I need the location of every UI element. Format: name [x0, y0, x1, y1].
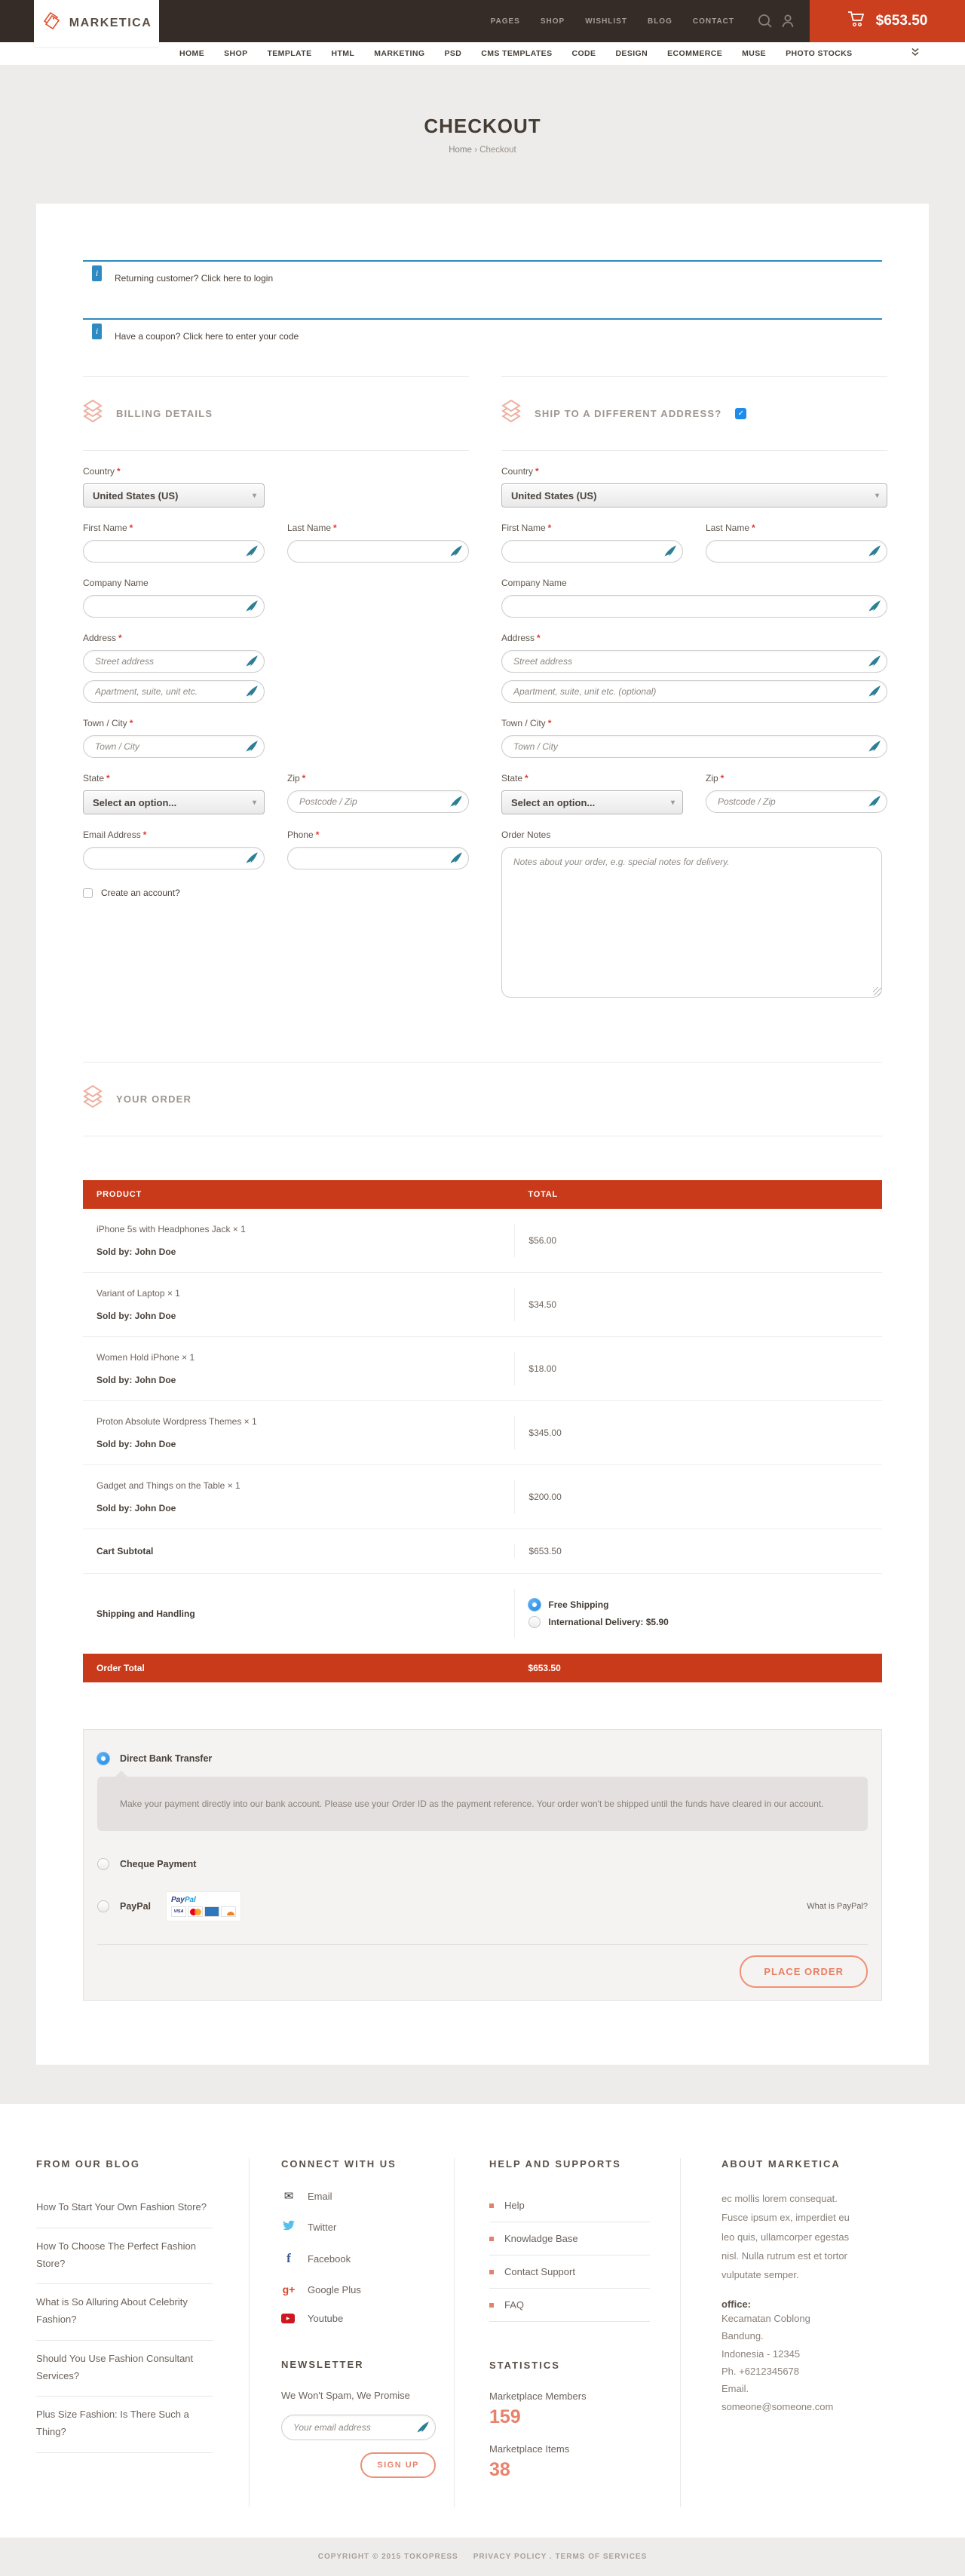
shipping-section-header — [501, 376, 887, 451]
shipping-label: Shipping and Handling — [96, 1608, 195, 1619]
chevron-down-icon: ▾ — [670, 798, 675, 807]
square-bullet-icon — [489, 2203, 494, 2208]
help-link[interactable]: Help — [489, 2189, 650, 2222]
brand-logo[interactable] — [34, 0, 159, 47]
shipping-address-label: Address * — [501, 633, 541, 643]
shipping-state-label: State * — [501, 773, 528, 784]
mastercard-icon — [188, 1906, 203, 1917]
payment-footer — [97, 1944, 868, 2000]
address-line: Email. someone@someone.com — [721, 2383, 834, 2412]
your-order-heading: YOUR ORDER — [116, 1093, 192, 1105]
billing-company-input[interactable] — [83, 595, 265, 618]
product-name: Variant of Laptop × 1 — [96, 1288, 180, 1299]
product-sold-by: Sold by: John Doe — [96, 1375, 176, 1385]
product-name: Women Hold iPhone × 1 — [96, 1352, 195, 1363]
billing-phone-label: Phone * — [287, 830, 320, 840]
main-nav-item[interactable]: CODE — [571, 49, 596, 58]
terms-link[interactable]: TERMS OF SERVICES — [555, 2553, 648, 2561]
billing-zip-input[interactable] — [287, 790, 469, 813]
shipping-first-name-label: First Name * — [501, 523, 552, 533]
shipping-town-label: Town / City * — [501, 718, 552, 728]
square-bullet-icon — [489, 2270, 494, 2274]
billing-state-label: State * — [83, 773, 110, 784]
square-bullet-icon — [489, 2237, 494, 2241]
newsletter-tagline: We Won't Spam, We Promise — [281, 2390, 410, 2401]
order-total-value: $653.50 — [528, 1663, 561, 1673]
address-line: Bandung. — [721, 2330, 764, 2342]
info-icon: i — [92, 265, 102, 281]
facebook-social-link[interactable]: f Facebook — [281, 2251, 436, 2266]
billing-street-input[interactable] — [83, 650, 265, 673]
link-separator: . — [549, 2553, 553, 2561]
product-sold-by: Sold by: John Doe — [96, 1311, 176, 1321]
checkout-card — [36, 204, 929, 2065]
main-nav-item[interactable]: HTML — [331, 49, 355, 58]
connect-heading: CONNECT WITH US — [281, 2158, 397, 2170]
youtube-icon: ▶ — [281, 2314, 296, 2323]
order-row — [83, 1465, 882, 1529]
product-total: $200.00 — [528, 1492, 562, 1502]
product-name: Proton Absolute Wordpress Themes × 1 — [96, 1416, 257, 1427]
breadcrumb — [0, 146, 965, 155]
top-nav-item[interactable]: PAGES — [490, 17, 520, 26]
shipping-column — [501, 376, 887, 1001]
shipping-zip-label: Zip * — [706, 773, 725, 784]
help-heading: HELP AND SUPPORTS — [489, 2158, 621, 2170]
product-sold-by: Sold by: John Doe — [96, 1503, 176, 1513]
login-link[interactable]: Click here to login — [201, 273, 274, 284]
stacked-diamonds-icon — [83, 1085, 103, 1113]
shipping-country-label: Country * — [501, 466, 539, 477]
order-table-header — [83, 1180, 882, 1209]
billing-town-label: Town / City * — [83, 718, 133, 728]
shipping-apartment-input[interactable] — [501, 680, 887, 703]
billing-phone-input[interactable] — [287, 847, 469, 869]
create-account-checkbox[interactable] — [83, 888, 93, 898]
create-account-label: Create an account? — [101, 888, 180, 898]
address-line: Ph. +6212345678 — [721, 2365, 800, 2377]
main-nav-item[interactable]: DESIGN — [615, 49, 648, 58]
blog-post-list — [36, 2189, 213, 2453]
bank-transfer-option — [97, 1753, 868, 1765]
blog-post-link[interactable]: What is So Alluring About Celebrity Fashion? — [36, 2284, 213, 2341]
brand-name: MARKETICA — [69, 17, 152, 29]
order-row — [83, 1401, 882, 1465]
paypal-option — [97, 1891, 868, 1921]
payment-methods-box — [83, 1729, 882, 2001]
returning-customer-notice — [83, 260, 882, 285]
statistic-value: 38 — [489, 2459, 510, 2480]
paypal-label: PayPal — [120, 1901, 152, 1912]
main-nav-item[interactable]: SHOP — [224, 49, 248, 58]
subtotal-row — [83, 1529, 882, 1574]
main-nav-item[interactable]: HOME — [179, 49, 205, 58]
amex-card-icon — [204, 1906, 219, 1917]
billing-last-name-label: Last Name * — [287, 523, 337, 533]
twitter-icon — [281, 2220, 296, 2234]
address-line: Kecamatan Coblong — [721, 2312, 810, 2324]
email-social-link[interactable]: ✉ Email — [281, 2189, 436, 2203]
billing-zip-label: Zip * — [287, 773, 306, 784]
shipping-option-label: International Delivery: $5.90 — [548, 1617, 669, 1627]
statistics-heading: STATISTICS — [489, 2360, 560, 2371]
shipping-town-input[interactable] — [501, 735, 887, 758]
your-order-section-header — [83, 1062, 882, 1136]
subtotal-label: Cart Subtotal — [96, 1546, 154, 1556]
email-icon: ✉ — [283, 2190, 294, 2203]
order-row — [83, 1337, 882, 1401]
billing-email-input[interactable] — [83, 847, 265, 869]
payment-cards-image — [166, 1891, 241, 1921]
info-icon: i — [92, 324, 102, 339]
billing-town-input[interactable] — [83, 735, 265, 758]
product-total: $34.50 — [528, 1299, 557, 1310]
coupon-notice — [83, 318, 882, 343]
product-name: Gadget and Things on the Table × 1 — [96, 1480, 240, 1491]
about-heading: ABOUT MARKETICA — [721, 2158, 841, 2170]
order-notes-label: Order Notes — [501, 830, 551, 840]
billing-country-label: Country * — [83, 466, 121, 477]
product-total: $345.00 — [528, 1428, 562, 1438]
footer-blog-column — [0, 2158, 249, 2507]
cheque-label: Cheque Payment — [120, 1859, 197, 1869]
blog-heading: FROM OUR BLOG — [36, 2158, 140, 2170]
footer-help-column — [454, 2158, 680, 2507]
top-header-bar — [0, 0, 965, 42]
shipping-option — [528, 1616, 882, 1628]
cart-button[interactable] — [810, 0, 965, 42]
order-table — [83, 1180, 882, 1682]
billing-last-name-input[interactable] — [287, 540, 469, 563]
copyright-text: COPYRIGHT © 2015 TOKOPRESS — [317, 2553, 458, 2561]
cart-total: $653.50 — [875, 13, 928, 29]
shipping-row — [83, 1574, 882, 1654]
signup-button[interactable]: SIGN UP — [360, 2452, 436, 2478]
about-text: ec mollis lorem consequat. Fusce ipsum ex, imperdiet eu leo quis, ullamcorper egestas nisl. Nulla rutrum est et tortor vulputate semper. — [721, 2193, 850, 2281]
order-row — [83, 1209, 882, 1273]
user-account-icon[interactable] — [780, 13, 796, 29]
shipping-heading: SHIP TO A DIFFERENT ADDRESS? — [535, 408, 722, 419]
paypal-radio[interactable] — [97, 1900, 109, 1912]
statistic-label: Marketplace Items — [489, 2443, 570, 2455]
main-nav-item[interactable]: TEMPLATE — [267, 49, 312, 58]
shipping-last-name-input[interactable] — [706, 540, 887, 563]
billing-section-header — [83, 376, 469, 451]
tag-logo-icon — [41, 11, 63, 36]
order-total-label: Order Total — [96, 1663, 145, 1673]
order-total-row — [83, 1654, 882, 1682]
total-column-header: TOTAL — [528, 1190, 559, 1199]
help-link[interactable]: FAQ — [489, 2289, 650, 2322]
shipping-option — [528, 1599, 882, 1611]
shipping-last-name-label: Last Name * — [706, 523, 755, 533]
ship-different-checkbox[interactable]: ✓ — [735, 408, 746, 419]
help-link[interactable]: Knowladge Base — [489, 2222, 650, 2256]
newsletter-field — [281, 2415, 436, 2440]
shipping-street-input[interactable] — [501, 650, 887, 673]
office-address — [721, 2310, 852, 2415]
blog-post-link[interactable]: How To Start Your Own Fashion Store? — [36, 2189, 213, 2228]
discover-card-icon — [221, 1906, 236, 1917]
google-plus-icon: g+ — [282, 2283, 296, 2295]
chevron-down-icon: ▾ — [252, 798, 256, 807]
top-nav-item[interactable]: WISHLIST — [585, 17, 627, 26]
shipping-company-label: Company Name — [501, 578, 567, 588]
statistic-value: 159 — [489, 2406, 521, 2427]
address-line: Indonesia - 12345 — [721, 2348, 801, 2360]
chevron-down-icon: ▾ — [252, 491, 256, 500]
shipping-country-select[interactable]: United States (US) ▾ — [501, 483, 887, 508]
billing-first-name-input[interactable] — [83, 540, 265, 563]
google-plus-social-link[interactable]: g+ Google Plus — [282, 2283, 361, 2295]
footer — [0, 2104, 965, 2538]
billing-first-name-label: First Name * — [83, 523, 133, 533]
billing-apartment-input[interactable] — [83, 680, 265, 703]
product-total: $56.00 — [528, 1235, 557, 1246]
main-nav-item[interactable]: MARKETING — [374, 49, 425, 58]
square-bullet-icon — [489, 2303, 494, 2308]
billing-country-select[interactable]: United States (US) ▾ — [83, 483, 265, 508]
breadcrumb-current: Checkout — [479, 146, 516, 155]
privacy-policy-link[interactable]: PRIVACY POLICY — [473, 2553, 547, 2561]
main-nav-item[interactable]: PHOTO STOCKS — [786, 49, 853, 58]
nav-more-chevrons-icon[interactable] — [911, 47, 920, 60]
bank-transfer-description: Make your payment directly into our bank account. Please use your Order ID as the payment reference. Your order won't be shipped until the funds have cleared in our account. — [97, 1777, 868, 1831]
main-nav-item[interactable]: MUSE — [742, 49, 767, 58]
footer-connect-column — [249, 2158, 454, 2507]
facebook-icon: f — [286, 2251, 291, 2265]
breadcrumb-home-link[interactable]: Home — [449, 146, 472, 155]
product-sold-by: Sold by: John Doe — [96, 1247, 176, 1257]
order-rows — [83, 1209, 882, 1529]
statistic-item — [489, 2443, 650, 2481]
billing-address-label: Address * — [83, 633, 122, 643]
what-is-paypal-link[interactable]: What is PayPal? — [807, 1902, 868, 1911]
shipping-option-label: Free Shipping — [548, 1599, 609, 1610]
cart-icon — [847, 10, 867, 32]
statistic-item — [489, 2390, 650, 2428]
footer-about-column — [680, 2158, 965, 2507]
top-nav-item[interactable]: BLOG — [647, 17, 672, 26]
search-icon[interactable] — [757, 13, 774, 29]
stacked-diamonds-icon — [83, 400, 103, 428]
product-sold-by: Sold by: John Doe — [96, 1439, 176, 1449]
main-nav-item[interactable]: CMS TEMPLATES — [481, 49, 553, 58]
newsletter-heading: NEWSLETTER — [281, 2359, 364, 2370]
product-column-header: PRODUCT — [96, 1190, 142, 1199]
shipping-first-name-input[interactable] — [501, 540, 683, 563]
blog-post-link[interactable]: Should You Use Fashion Consultant Services? — [36, 2341, 213, 2397]
notice-coupon-prefix: Have a coupon? — [115, 331, 181, 342]
shipping-radio[interactable] — [528, 1616, 541, 1628]
order-notes-textarea[interactable] — [501, 847, 882, 998]
place-order-button[interactable]: PLACE ORDER — [740, 1955, 868, 1988]
billing-email-label: Email Address * — [83, 830, 147, 840]
statistic-label: Marketplace Members — [489, 2390, 587, 2402]
copyright-bar — [0, 2538, 965, 2576]
shipping-company-input[interactable] — [501, 595, 887, 618]
order-row — [83, 1273, 882, 1337]
statistics-list — [489, 2390, 650, 2481]
twitter-social-link[interactable]: Twitter — [281, 2220, 436, 2234]
shipping-state-select[interactable]: Select an option... ▾ — [501, 790, 683, 814]
coupon-link[interactable]: Click here to enter your code — [182, 331, 299, 342]
paypal-logo: PayPal — [171, 1896, 196, 1904]
subtotal-value: $653.50 — [528, 1546, 562, 1556]
billing-state-select[interactable]: Select an option... ▾ — [83, 790, 265, 814]
top-nav — [491, 17, 751, 26]
chevron-down-icon: ▾ — [875, 491, 879, 500]
shipping-radio[interactable] — [528, 1599, 541, 1611]
cheque-radio[interactable] — [97, 1858, 109, 1870]
blog-post-link[interactable]: Plus Size Fashion: Is There Such a Thing? — [36, 2397, 213, 2453]
blog-post-link[interactable]: How To Choose The Perfect Fashion Store? — [36, 2228, 213, 2285]
notice-login-prefix: Returning customer? — [115, 273, 199, 284]
office-label: office: — [721, 2298, 751, 2310]
page-title: CHECKOUT — [424, 115, 541, 137]
top-nav-item[interactable]: SHOP — [540, 17, 565, 26]
product-name: iPhone 5s with Headphones Jack × 1 — [96, 1224, 246, 1234]
order-notes-wrap — [501, 847, 887, 1001]
help-link[interactable]: Contact Support — [489, 2256, 650, 2289]
newsletter-email-input[interactable] — [281, 2415, 436, 2440]
breadcrumb-separator: › — [474, 146, 477, 155]
billing-company-label: Company Name — [83, 578, 149, 588]
cheque-option — [97, 1858, 868, 1870]
product-total: $18.00 — [528, 1363, 557, 1374]
shipping-options — [528, 1599, 882, 1628]
shipping-zip-input[interactable] — [706, 790, 887, 813]
bank-transfer-radio[interactable] — [97, 1753, 109, 1765]
top-nav-item[interactable]: CONTACT — [692, 17, 734, 26]
stacked-diamonds-icon — [501, 400, 521, 428]
bank-transfer-label: Direct Bank Transfer — [120, 1753, 213, 1764]
help-links — [489, 2189, 650, 2322]
page-title-band — [0, 65, 965, 204]
main-nav-item[interactable]: ECOMMERCE — [667, 49, 723, 58]
main-nav-item[interactable]: PSD — [444, 49, 462, 58]
billing-column — [83, 376, 469, 1001]
youtube-social-link[interactable]: ▶ Youtube — [281, 2313, 436, 2324]
visa-card-icon: VISA — [171, 1906, 186, 1917]
billing-heading: BILLING DETAILS — [116, 408, 213, 419]
